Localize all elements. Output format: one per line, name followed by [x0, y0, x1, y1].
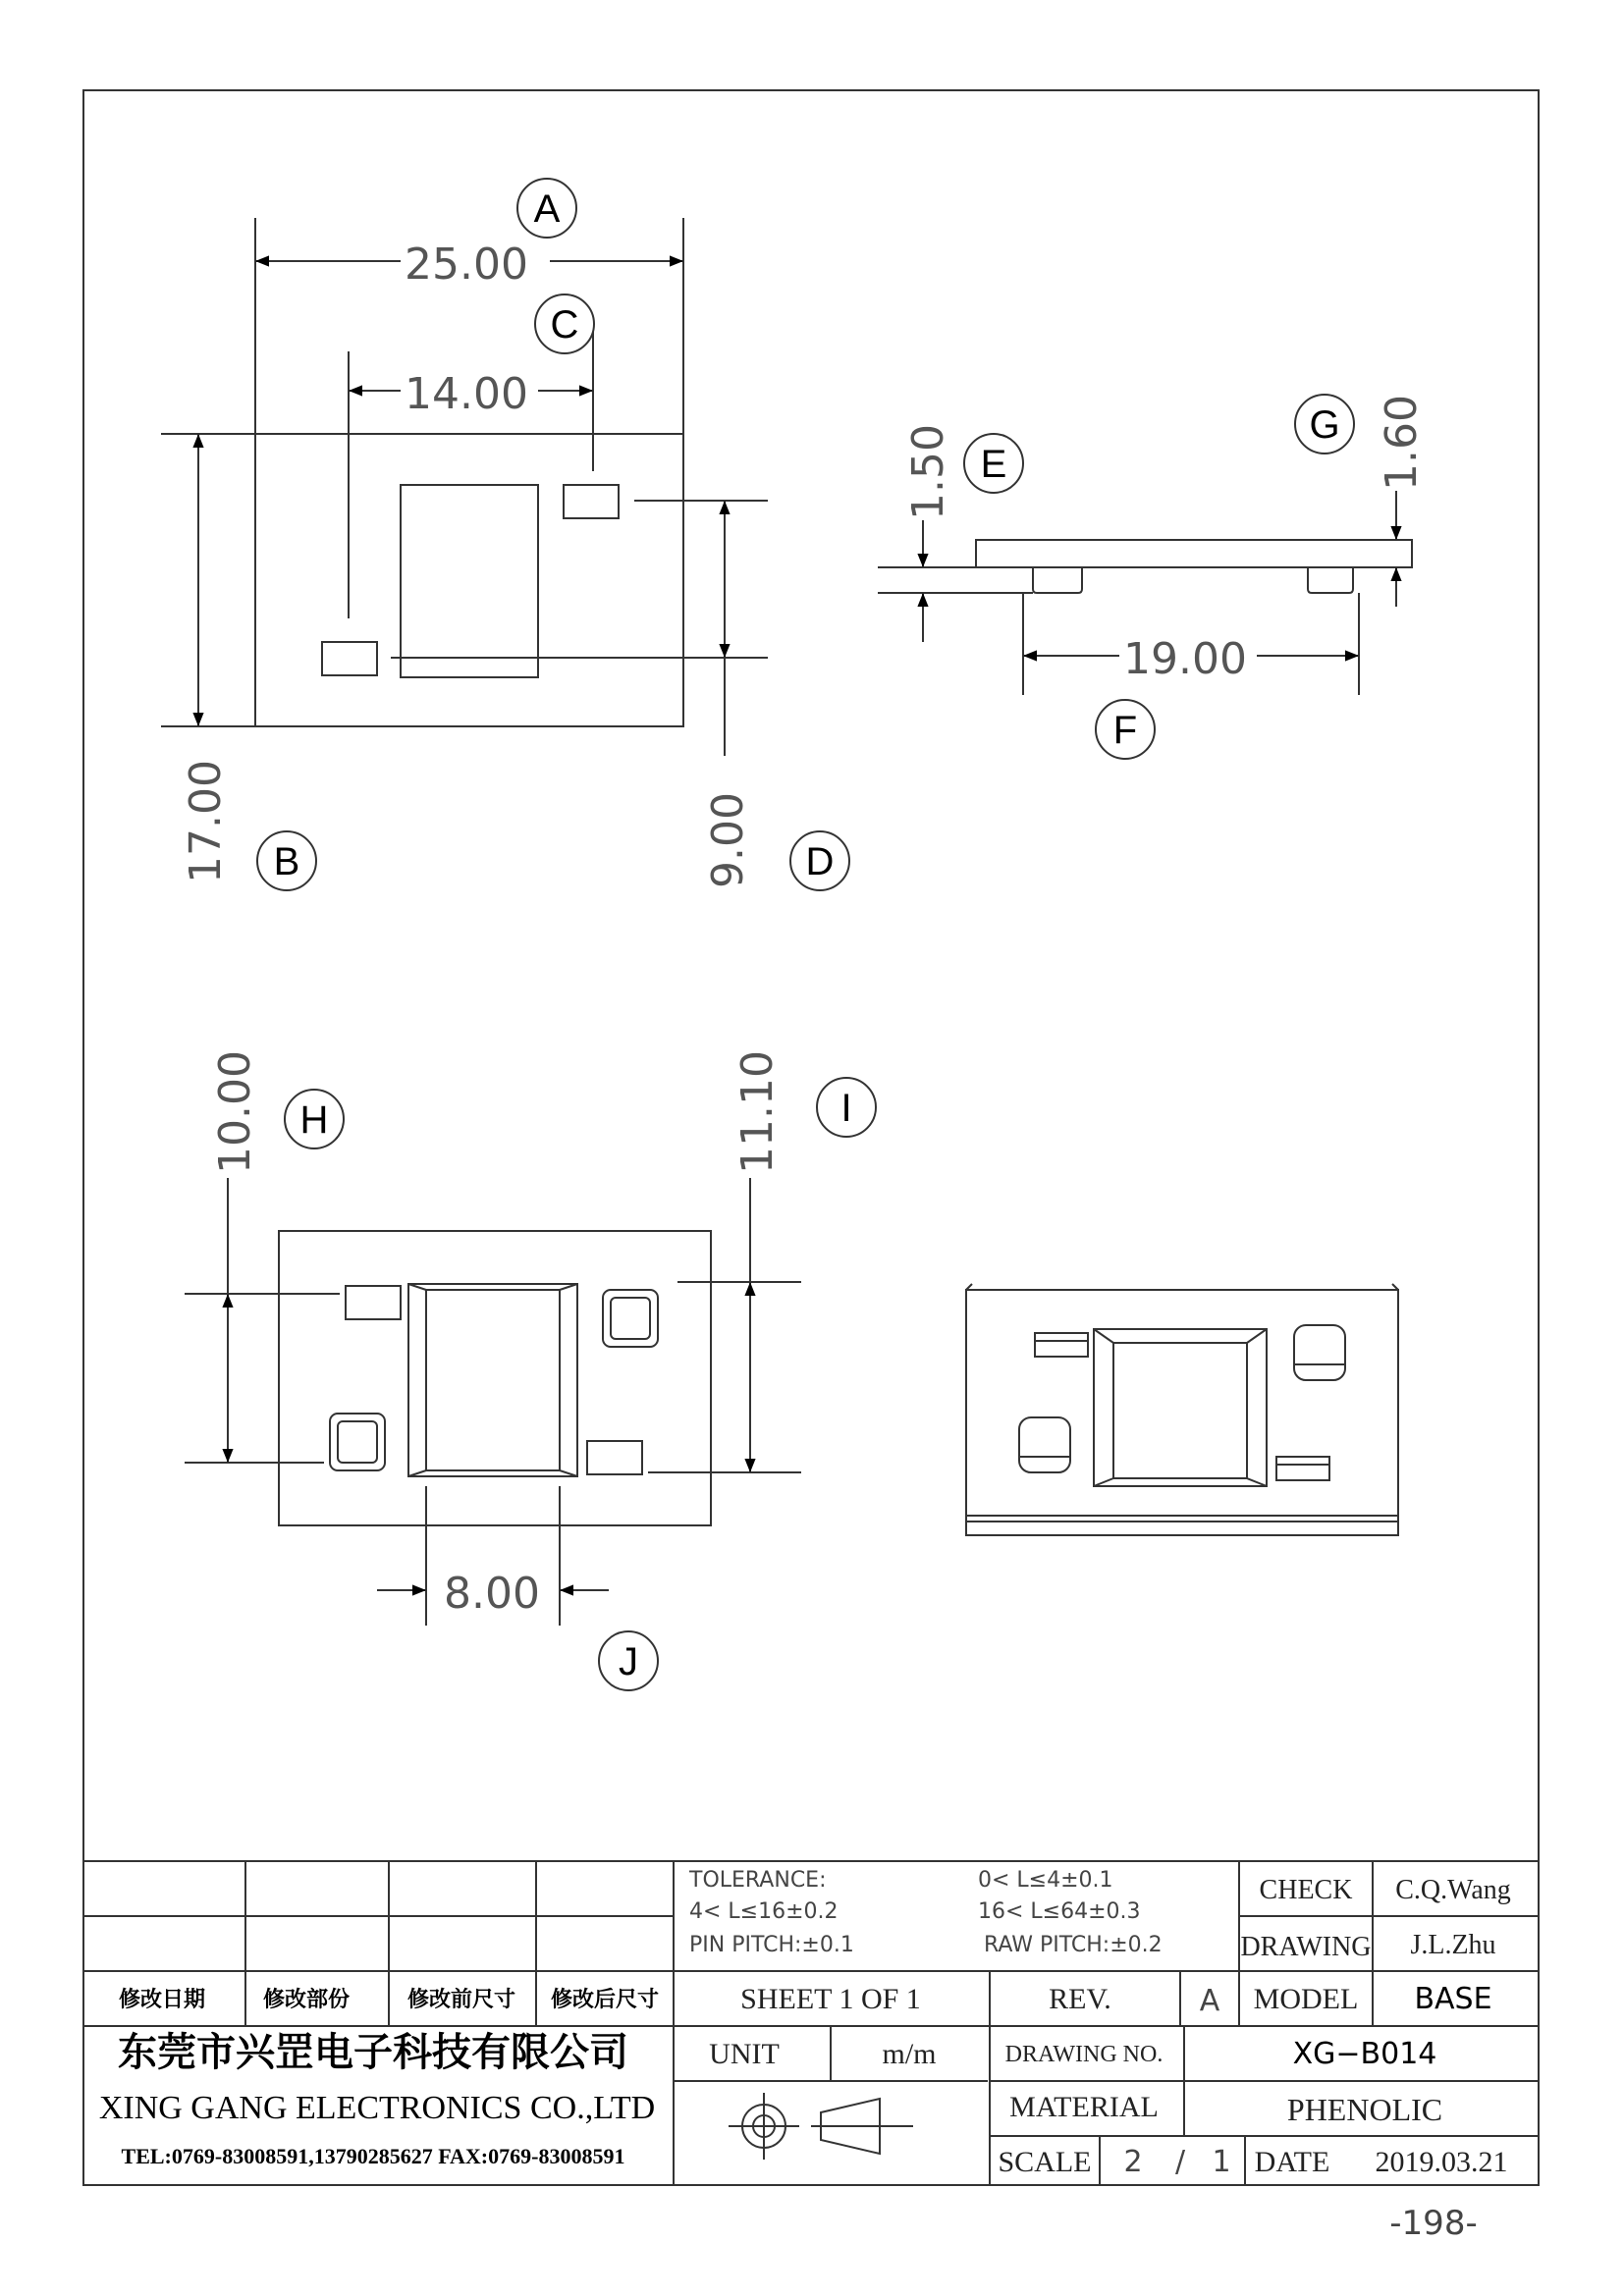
- drawing-value: J.L.Zhu: [1410, 1930, 1496, 1960]
- sheet-info: SHEET 1 OF 1: [740, 1983, 921, 2015]
- iso-window-outer: [1094, 1329, 1267, 1486]
- label-i: I: [840, 1087, 852, 1130]
- label-g: G: [1309, 403, 1340, 447]
- dim-pad-offset-h: 10.00: [210, 1050, 260, 1174]
- bottom-view-foot-lower-inner: [338, 1421, 377, 1463]
- iso-pad-left: [1035, 1333, 1088, 1357]
- top-view-outline: [255, 434, 683, 726]
- raw-pitch: RAW PITCH:±0.2: [984, 1933, 1163, 1957]
- drawing-label: DRAWING: [1240, 1932, 1372, 1962]
- date-label: DATE: [1254, 2146, 1330, 2178]
- label-d: D: [805, 840, 835, 883]
- drawing-no-value: XG−B014: [1292, 2037, 1437, 2071]
- rev-header-part: 修改部份: [262, 1987, 351, 2011]
- unit-label: UNIT: [709, 2038, 780, 2070]
- tolerance-1: 0< L≤4±0.1: [978, 1868, 1113, 1893]
- unit-value: m/m: [882, 2038, 937, 2070]
- model-value: BASE: [1414, 1982, 1492, 2016]
- iso-foot-lower: [1019, 1417, 1070, 1472]
- bottom-view-outline: [279, 1231, 711, 1525]
- label-c: C: [550, 303, 579, 347]
- rev-header-after: 修改后尺寸: [550, 1987, 660, 2011]
- material-value: PHENOLIC: [1286, 2092, 1443, 2127]
- pin-pitch: PIN PITCH:±0.1: [689, 1933, 854, 1957]
- dim-length: 17.00: [181, 760, 231, 883]
- dim-standoff: 1.50: [903, 424, 953, 520]
- side-view-board: [976, 540, 1412, 567]
- drawing-no-label: DRAWING NO.: [1004, 2042, 1164, 2067]
- dim-thickness: 1.60: [1377, 395, 1427, 491]
- iso-window-inner: [1113, 1343, 1247, 1478]
- isometric-view: [966, 1284, 1398, 1535]
- rev-header-date: 修改日期: [118, 1987, 206, 2011]
- label-e: E: [980, 443, 1007, 486]
- dim-center-width: 14.00: [405, 369, 528, 419]
- bottom-view: [185, 1178, 801, 1626]
- check-value: C.Q.Wang: [1395, 1875, 1511, 1905]
- tolerance-label: TOLERANCE:: [689, 1868, 827, 1893]
- bottom-view-pad-upper: [346, 1286, 401, 1319]
- dim-pad-offset-i: 11.10: [732, 1050, 783, 1174]
- scale-label: SCALE: [998, 2146, 1092, 2178]
- company-cn: 东莞市兴罡电子科技有限公司: [118, 2030, 628, 2074]
- company-contact: TEL:0769-83008591,13790285627 FAX:0769-83008591: [121, 2144, 625, 2168]
- check-label: CHECK: [1259, 1875, 1353, 1905]
- scale-num: 2: [1123, 2145, 1143, 2179]
- label-a: A: [533, 187, 561, 231]
- scale-sep: /: [1174, 2145, 1186, 2179]
- bottom-view-foot-upper-inner: [611, 1298, 650, 1339]
- bottom-view-window-outer: [408, 1284, 577, 1476]
- iso-outline: [966, 1290, 1398, 1535]
- scale-den: 1: [1212, 2145, 1231, 2179]
- rev-value: A: [1199, 1984, 1220, 2018]
- company-en: XING GANG ELECTRONICS CO.,LTD: [98, 2090, 656, 2126]
- bottom-view-window-inner: [426, 1290, 560, 1470]
- label-f: F: [1112, 709, 1138, 752]
- top-view-pad-upper: [564, 485, 619, 518]
- top-view-pad-lower: [322, 642, 377, 675]
- label-h: H: [299, 1098, 329, 1142]
- side-view-foot-left: [1033, 567, 1082, 593]
- bottom-view-pad-lower: [587, 1441, 642, 1474]
- iso-pad-right: [1276, 1457, 1329, 1480]
- top-view-center-window: [401, 485, 538, 677]
- label-b: B: [273, 840, 300, 883]
- rev-label: REV.: [1049, 1983, 1111, 2015]
- dim-width: 25.00: [405, 240, 528, 290]
- material-label: MATERIAL: [1009, 2091, 1159, 2123]
- model-label: MODEL: [1253, 1983, 1359, 2015]
- tolerance-2: 4< L≤16±0.2: [689, 1899, 839, 1924]
- dim-center-height: 9.00: [703, 792, 753, 888]
- date-value: 2019.03.21: [1375, 2146, 1508, 2178]
- dim-inner-width: 8.00: [444, 1569, 540, 1619]
- label-j: J: [619, 1640, 638, 1683]
- rev-header-before: 修改前尺寸: [406, 1987, 516, 2011]
- tolerance-3: 16< L≤64±0.3: [978, 1899, 1141, 1924]
- dim-feet-span: 19.00: [1123, 634, 1247, 684]
- page-number: -198-: [1389, 2204, 1478, 2243]
- side-view-foot-right: [1308, 567, 1353, 593]
- iso-foot-upper: [1294, 1325, 1345, 1380]
- top-view: [161, 218, 768, 756]
